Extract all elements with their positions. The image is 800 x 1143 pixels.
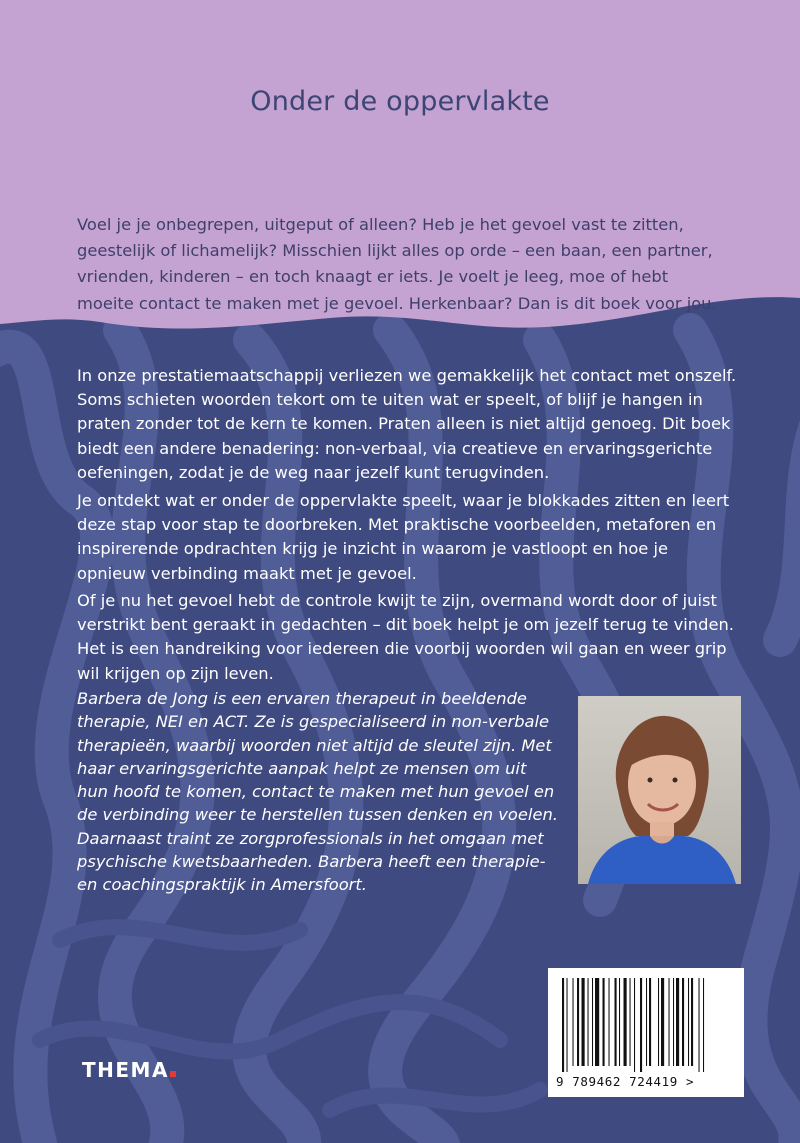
barcode-bar <box>619 978 620 1066</box>
barcode-bar <box>615 978 617 1066</box>
book-title: Onder de oppervlakte <box>250 86 550 117</box>
barcode-bar <box>624 978 627 1066</box>
barcode-bar <box>658 978 659 1066</box>
barcode-bar <box>582 978 585 1066</box>
barcode-bar <box>592 978 593 1066</box>
barcode-bar <box>640 978 642 1072</box>
logo-dot <box>170 1071 176 1077</box>
body-paragraph-2: Je ontdekt wat er onder de oppervlakte speelt, waar je blokkades zitten en leert deze stap voor stap te doorbreken. Met praktische voorbeelden, metaforen en inspirerende opdrachten krijg je inzicht in waarom je vastloopt en hoe je opnieuw verbinding maakt met je gevoel. <box>77 491 730 583</box>
barcode-bar <box>603 978 605 1066</box>
isbn-barcode <box>548 968 744 1097</box>
barcode-bar <box>676 978 679 1066</box>
barcode-bar <box>673 978 674 1066</box>
body-paragraph-1: In onze prestatiemaatschappij verliezen we gemakkelijk het contact met onszelf. Soms schieten woorden tekort om te uiten wat er speelt, of blijf je hangen in praten zonder tot de kern te komen. Praten alleen is niet altijd genoeg. Dit boek biedt een andere benadering: non-verbaal, via creatieve en ervaringsgerichte oefeningen, zodat je de weg naar jezelf kunt terugvinden. <box>77 366 737 482</box>
barcode-bar <box>688 978 689 1066</box>
barcode-bar <box>567 978 568 1072</box>
barcode-bars <box>562 978 730 1072</box>
barcode-bar <box>703 978 704 1072</box>
barcode-bar <box>699 978 700 1072</box>
isbn-number: 9 789462 724419 > <box>556 1074 695 1089</box>
barcode-bar <box>630 978 631 1066</box>
publisher-logo: THEMA <box>82 1058 176 1082</box>
barcode-bar <box>634 978 635 1072</box>
barcode-bar <box>609 978 610 1066</box>
barcode-bar <box>669 978 670 1066</box>
barcode-bar <box>588 978 589 1066</box>
body-paragraph-3: Of je nu het gevoel hebt de controle kwijt te zijn, overmand wordt door of juist verstrikt bent geraakt in gedachten – dit boek helpt je om jezelf terug te vinden. Het is een handreiking voor iedereen die voorbij woorden wil gaan en weer grip wil krijgen op zijn leven. <box>77 591 734 683</box>
barcode-bar <box>661 978 664 1066</box>
author-photo <box>578 696 741 884</box>
barcode-bar <box>646 978 647 1066</box>
intro-paragraph: Voel je je onbegrepen, uitgeput of alleen? Heb je het gevoel vast te zitten, geestelijk of lichamelijk? Misschien lijkt alles op orde – een baan, een partner, vrienden, kinderen – en toch knaagt er iets. Je voelt je leeg, moe of hebt moeite contact te maken met je gevoel. Herkenbaar? Dan is dit boek voor jou. <box>77 215 717 313</box>
barcode-bar <box>649 978 651 1066</box>
barcode-bar <box>573 978 574 1066</box>
barcode-bar <box>595 978 599 1066</box>
barcode-bar <box>691 978 693 1066</box>
barcode-bar <box>562 978 564 1072</box>
author-bio: Barbera de Jong is een ervaren therapeut in beeldende therapie, NEI en ACT. Ze is gespecialiseerd in non-verbale therapieën, waarbij woorden niet altijd de sleutel zijn. Met haar ervaringsgerichte aanpak helpt ze mensen om uit hun hoofd te komen, contact te maken met hun gevoel en de verbinding weer te herstellen tussen denken en voelen. Daarnaast traint ze zorgprofessionals in het omgaan met psychische kwetsbaarheden. Barbera heeft een therapie- en coachingspraktijk in Amersfoort. <box>77 689 558 895</box>
barcode-bar <box>682 978 684 1066</box>
barcode-bar <box>577 978 579 1066</box>
